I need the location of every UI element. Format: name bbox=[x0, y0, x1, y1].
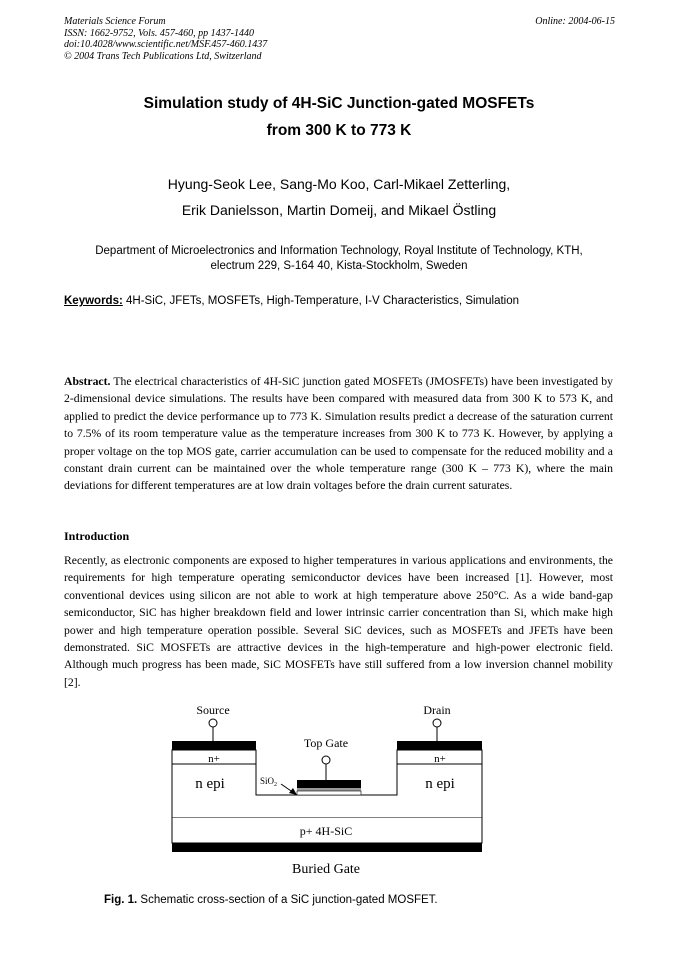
gate-oxide-layer bbox=[297, 788, 361, 791]
online-date: Online: 2004-06-15 bbox=[535, 16, 615, 27]
introduction-heading: Introduction bbox=[64, 529, 130, 543]
title-line-1: Simulation study of 4H-SiC Junction-gated MOSFETs bbox=[143, 95, 535, 112]
source-metal-contact bbox=[172, 741, 256, 750]
figure-caption bbox=[104, 894, 438, 906]
n-plus-left-label: n+ bbox=[208, 753, 220, 765]
journal-copyright: © 2004 Trans Tech Publications Ltd, Switzerland bbox=[64, 50, 262, 62]
keywords-label: Keywords: bbox=[64, 295, 123, 307]
n-epi-right-label: n epi bbox=[425, 776, 455, 792]
journal-name: Materials Science Forum bbox=[64, 16, 166, 27]
drain-label: Drain bbox=[423, 703, 451, 717]
buried-gate-label: Buried Gate bbox=[291, 862, 361, 877]
affiliation-line-1: Department of Microelectronics and Information Technology, Royal Institute of Technology, KTH, bbox=[95, 245, 583, 257]
abstract-text: The electrical characteristics of 4H-SiC junction gated MOSFETs (JMOSFETs) have been investigated by 2-dimensional device simulations. The results have been compared with measured data from 300 K to 573 K, and applied to predict the device performance up to 773 K. Simulation results predict a decrease of the saturation current to 7.5% of its room temperature value as the temperature increases from 300 K to 773 K. However, by applying a proper voltage on the top MOS gate, carrier accumulation can be used to compensate for the reduced mobility and a constant drain current can be maintained over the whole temperature range (300 K – 773 K), where the main deviations for different temperatures are at low drain voltages before the drain current saturates. bbox=[64, 375, 613, 493]
substrate-label: p+ 4H-SiC bbox=[299, 824, 353, 838]
figure-caption-label: Fig. 1. bbox=[104, 894, 138, 906]
top-gate-label: Top Gate bbox=[303, 736, 349, 750]
author-list bbox=[0, 171, 678, 223]
paper-title bbox=[0, 90, 678, 144]
keywords bbox=[64, 294, 624, 309]
journal-doi: doi:10.4028/www.scientific.net/MSF.457-460.1437 bbox=[64, 39, 268, 50]
affiliation-line-2: electrum 229, S-164 40, Kista-Stockholm, Sweden bbox=[210, 260, 468, 272]
affiliation bbox=[60, 244, 618, 274]
introduction-text: Recently, as electronic components are exposed to higher temperatures in various applications and environments, the requirements for high temperature operating semiconductor devices have been increased [1]. However, most conventional devices using silicon are not able to work at high temperature above 250°C. As a wide band-gap semiconductor, SiC has higher breakdown field and lower intrinsic carrier concentration than Si, which make high power and high temperature operation possible. Several SiC devices, such as MOSFETs and JFETs have been demonstrated. SiC MOSFETs are attractive devices in the high-temperature and high-power electronic field. Although much progress has been made, SiC MOSFETs have still suffered from a low inversion channel mobility [2]. bbox=[64, 554, 613, 689]
keywords-text: 4H-SiC, JFETs, MOSFETs, High-Temperature, I-V Characteristics, Simulation bbox=[122, 295, 520, 307]
drain-terminal-icon bbox=[433, 719, 441, 727]
title-line-2: from 300 K to 773 K bbox=[266, 122, 412, 139]
source-label: Source bbox=[196, 703, 230, 717]
gate-channel-strip bbox=[297, 791, 361, 795]
cross-section-diagram bbox=[150, 700, 500, 885]
sio2-main: SiO bbox=[260, 776, 275, 786]
top-gate-terminal-icon bbox=[322, 756, 330, 764]
authors-line-1: Hyung-Seok Lee, Sang-Mo Koo, Carl-Mikael Zetterling, bbox=[167, 176, 511, 192]
top-gate-metal bbox=[297, 780, 361, 788]
device-cross-section-figure bbox=[150, 700, 500, 885]
sio2-arrow-head bbox=[289, 788, 297, 795]
abstract bbox=[64, 373, 613, 495]
source-terminal-icon bbox=[209, 719, 217, 727]
abstract-label: Abstract. bbox=[64, 375, 111, 388]
n-plus-right-label: n+ bbox=[434, 753, 446, 765]
drain-metal-contact bbox=[397, 741, 482, 750]
authors-line-2: Erik Danielsson, Martin Domeij, and Mikael Östling bbox=[181, 202, 497, 218]
sio2-label bbox=[260, 776, 277, 788]
sio2-subscript: 2 bbox=[274, 782, 278, 788]
figure-caption-text: Schematic cross-section of a SiC junction-gated MOSFET. bbox=[137, 894, 438, 906]
n-epi-left-label: n epi bbox=[195, 776, 225, 792]
buried-gate-contact bbox=[172, 843, 482, 852]
journal-issn: ISSN: 1662-9752, Vols. 457-460, pp 1437-1440 bbox=[64, 27, 254, 39]
journal-header bbox=[64, 16, 267, 62]
